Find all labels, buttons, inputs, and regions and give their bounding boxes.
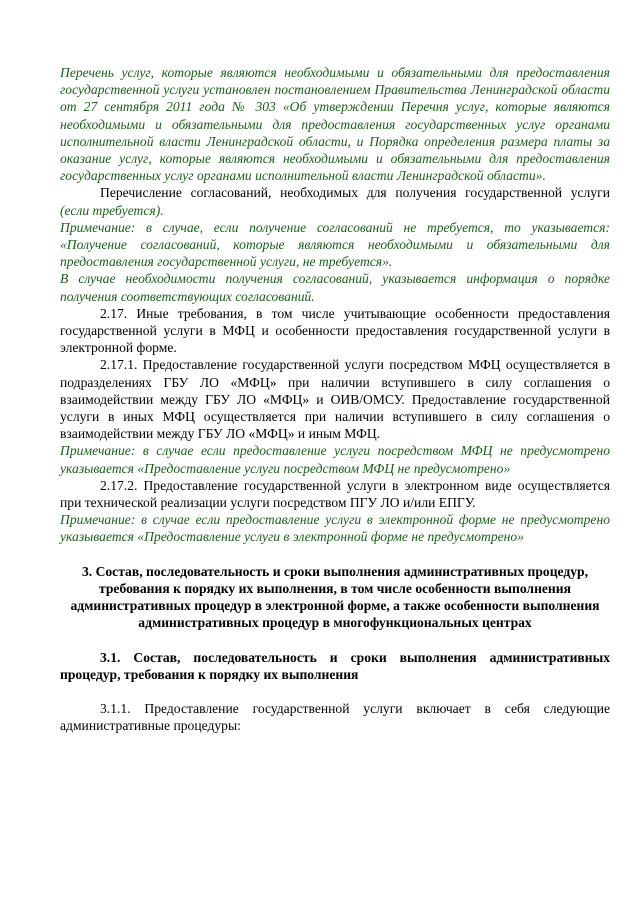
- paragraph-2-17-2: 2.17.2. Предоставление государственной услуги в электронном виде осуществляется при технической реализации услуги посредством ПГУ ЛО и/или ЕПГУ.: [60, 477, 610, 511]
- subsection-3-1-heading: 3.1. Состав, последовательность и сроки выполнения административных процедур, требования к порядку их выполнения: [60, 649, 610, 682]
- note-no-approvals: Примечание: в случае, если получение согласований не требуется, то указывается: «Получение согласований, которые являются необходимыми и обязательными для предоставления государственной услуги, не требуется».: [60, 219, 610, 270]
- paragraph-3-1-1: 3.1.1. Предоставление государственной услуги включает в себя следующие административные процедуры:: [60, 700, 610, 734]
- paragraph-2-17-1: 2.17.1. Предоставление государственной услуги посредством МФЦ осуществляется в подразделениях ГБУ ЛО «МФЦ» при наличии вступившего в силу соглашения о взаимодействии между ГБУ ЛО «МФЦ» и ОИВ/ОМСУ. Предоставление государственной услуги в иных МФЦ осуществляется при наличии вступившего в силу соглашения о взаимодействии между ГБУ ЛО «МФЦ» и иным МФЦ.: [60, 357, 610, 442]
- approvals-paragraph: [60, 184, 610, 218]
- approvals-text: Перечисление согласований, необходимых для получения государственной услуги: [100, 185, 610, 201]
- approvals-optional-note: (если требуется).: [60, 202, 164, 218]
- spacer: [60, 546, 610, 563]
- note-electronic-form: Примечание: в случае если предоставление услуги в электронной форме не предусмотрено указывается «Предоставление услуги в электронной форме не предусмотрено»: [60, 512, 610, 545]
- note-mfc: Примечание: в случае если предоставление услуги посредством МФЦ не предусмотрено указывается «Предоставление услуги посредством МФЦ не предусмотрено»: [60, 443, 610, 476]
- paragraph-2-17: 2.17. Иные требования, в том числе учитывающие особенности предоставления государственной услуги в МФЦ и особенности предоставления государственной услуги в электронной форме.: [60, 305, 610, 356]
- spacer: [60, 632, 610, 649]
- note-approvals-needed: В случае необходимости получения согласований, указывается информация о порядке получения соответствующих согласований.: [60, 271, 610, 304]
- section-3-heading: 3. Состав, последовательность и сроки выполнения административных процедур, требования к порядку их выполнения, в том числе особенности выполнения административных процедур в электронной форме, а также особенности выполнения административных процедур в многофункциональных центрах: [70, 563, 600, 631]
- document-page: [60, 64, 610, 734]
- spacer: [60, 683, 610, 700]
- note-services-list: Перечень услуг, которые являются необходимыми и обязательными для предоставления государственной услуги установлен постановлением Правительства Ленинградской области от 27 сентября 2011 года № 303 «Об утверждении Перечня услуг, которые являются необходимыми и обязательными для предоставления государственных услуг органами исполнительной власти Ленинградской области, и Порядка определения размера платы за оказание услуг, которые являются необходимыми и обязательными для предоставления государственных услуг органами исполнительной власти Ленинградской области».: [60, 65, 610, 184]
